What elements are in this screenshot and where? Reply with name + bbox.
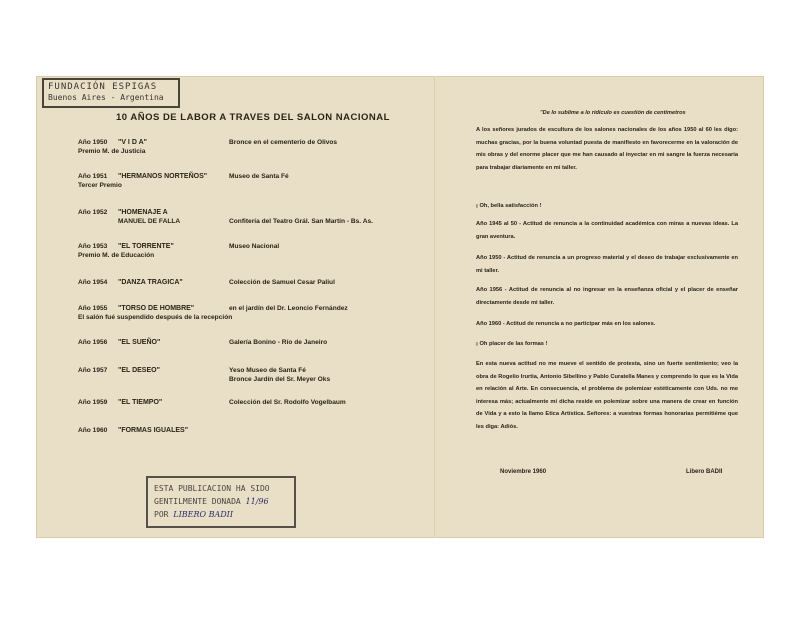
entry-year: Año 1954: [78, 279, 108, 286]
entry-1950: [78, 138, 338, 156]
entry-work: "FORMAS IGUALES": [118, 427, 189, 434]
entry-1951: [78, 172, 289, 190]
stamp-line-2: Buenos Aires - Argentina: [48, 93, 164, 102]
stamp-line-1: FUNDACIÓN ESPIGAS: [48, 82, 158, 92]
entry-year: Año 1955: [78, 305, 108, 312]
donation-line-3-row: [154, 508, 288, 521]
paragraph-exclamation-2: ¡ Oh placer de las formas !: [476, 341, 548, 347]
donation-line-1: ESTA PUBLICACION HA SIDO: [154, 484, 270, 493]
entry-year: Año 1959: [78, 399, 108, 406]
signature-date: Noviembre 1960: [500, 469, 547, 475]
entry-location: Colección del Sr. Rodolfo Vogelbaum: [229, 399, 346, 406]
entry-year: Año 1951: [78, 173, 108, 180]
paragraph-closing: En esta nueva actitud no me mueve el sentido de protesta, sino un fuerte sentimiento; veo la obra de Rogelio Irurtia, Antonio Sibellino y Pablo Curatella Manes y comprendo lo que es la Vida en relación al Arte. En consecuencia, el problema de polemizar estéticamente con Uds. no me interesa más; actualmente mi dicha reside en polemizar sobre una manera de crear en función de Vida y a esto la llamo Etica Artística. Señores: a vuestras formas honorarias permitiéme que les diga: Adiós.: [476, 361, 738, 430]
donation-line-2-row: [154, 495, 288, 508]
entry-year: Año 1950: [78, 139, 108, 146]
entry-location: Confitería del Teatro Grál. San Martín - Bs. As.: [229, 218, 373, 225]
left-page: [36, 76, 434, 538]
entry-1960: [78, 426, 188, 435]
entry-year: Año 1953: [78, 243, 108, 250]
entry-work: "EL SUEÑO": [118, 339, 161, 346]
document-sheet: [36, 76, 764, 538]
entry-location: en el jardín del Dr. Leoncio Fernández: [229, 305, 348, 312]
page-title: 10 AÑOS DE LABOR A TRAVES DEL SALON NACIONAL: [116, 112, 390, 123]
entry-work: "EL DESEO": [118, 367, 160, 374]
entry-year: Año 1957: [78, 367, 108, 374]
entry-1955: [78, 304, 348, 322]
entry-year: Año 1952: [78, 209, 108, 216]
entry-work: "EL TIEMPO": [118, 399, 163, 406]
entry-note: Premio M. de Justicia: [78, 148, 146, 155]
entry-work-2: MANUEL DE FALLA: [118, 218, 181, 225]
entry-location: Galería Bonino - Río de Janeiro: [229, 339, 328, 346]
fundacion-stamp: [42, 78, 180, 108]
paragraph-1960: Año 1960 - Actitud de renuncia a no participar más en los salones.: [476, 321, 656, 327]
entry-location: Museo de Santa Fé: [229, 173, 289, 180]
entry-note: Tercer Premio: [78, 182, 122, 189]
entry-year: Año 1960: [78, 427, 108, 434]
entry-1953: [78, 242, 280, 260]
entry-work: "HOMENAJE A: [118, 209, 168, 216]
paragraph-1945: Año 1945 al 50 - Actitud de renuncia a la continuidad académica con miras a nuevas ideas. La gran aventura.: [476, 221, 738, 240]
entry-1954: [78, 278, 335, 287]
donation-line-3: POR: [154, 510, 169, 519]
entry-location: Museo Nacional: [229, 243, 280, 250]
paragraph-exclamation-1: ¡ Oh, bella satisfacción !: [476, 203, 542, 209]
entry-note: El salón fué suspendido después de la recepción: [78, 314, 233, 321]
entry-work-line-2: [78, 217, 180, 226]
epigraph: "De lo sublime a lo ridículo es cuestión de centímetros: [540, 110, 686, 116]
entry-1957: [78, 366, 331, 383]
entry-work: "V I D A": [118, 139, 147, 146]
entry-work: "DANZA TRAGICA": [118, 279, 183, 286]
entry-work: "TORSO DE HOMBRE": [118, 305, 195, 312]
entry-note: Premio M. de Educación: [78, 252, 155, 259]
paragraph-intro: A los señores jurados de escultura de los salones nacionales de los años 1950 al 60 les digo: muchas gracias, por la buena voluntad puesta de manifiesto en favorecerme en la valoración de mis obras y del enorme placer que me han causado al inyectar en mi sangre la fuerza necesaria para trabajar diariamente en mi taller.: [476, 127, 738, 171]
entry-1959: [78, 398, 346, 407]
handwritten-name: LIBERO BADII: [173, 510, 233, 519]
entry-location: Yeso Museo de Santa Fé: [229, 367, 306, 374]
entry-work: "EL TORRENTE": [118, 243, 174, 250]
entry-1956: [78, 338, 328, 347]
entry-location-2: Bronce Jardín del Sr. Meyer Oks: [229, 376, 331, 383]
entry-location: Bronce en el cementerio de Olivos: [229, 139, 338, 146]
entry-work: "HERMANOS NORTEÑOS": [118, 173, 208, 180]
entry-year: Año 1956: [78, 339, 108, 346]
paragraph-1950: Año 1950 - Actitud de renuncia a un progreso material y el deseo de trabajar exclusivamente en mi taller.: [476, 255, 738, 274]
entry-1952: [78, 208, 373, 226]
donation-stamp: [146, 476, 296, 528]
paragraph-1956: Año 1956 - Actitud de renuncia al no ingresar en la enseñanza oficial y el placer de enseñar directamente desde mi taller.: [476, 287, 738, 306]
signature-name: Libero BADII: [686, 469, 723, 475]
right-page: [436, 76, 764, 538]
handwritten-date: 11/96: [245, 497, 269, 506]
entry-location: Colección de Samuel Cesar Paliul: [229, 279, 335, 286]
donation-line-2: GENTILMENTE DONADA: [154, 497, 241, 506]
